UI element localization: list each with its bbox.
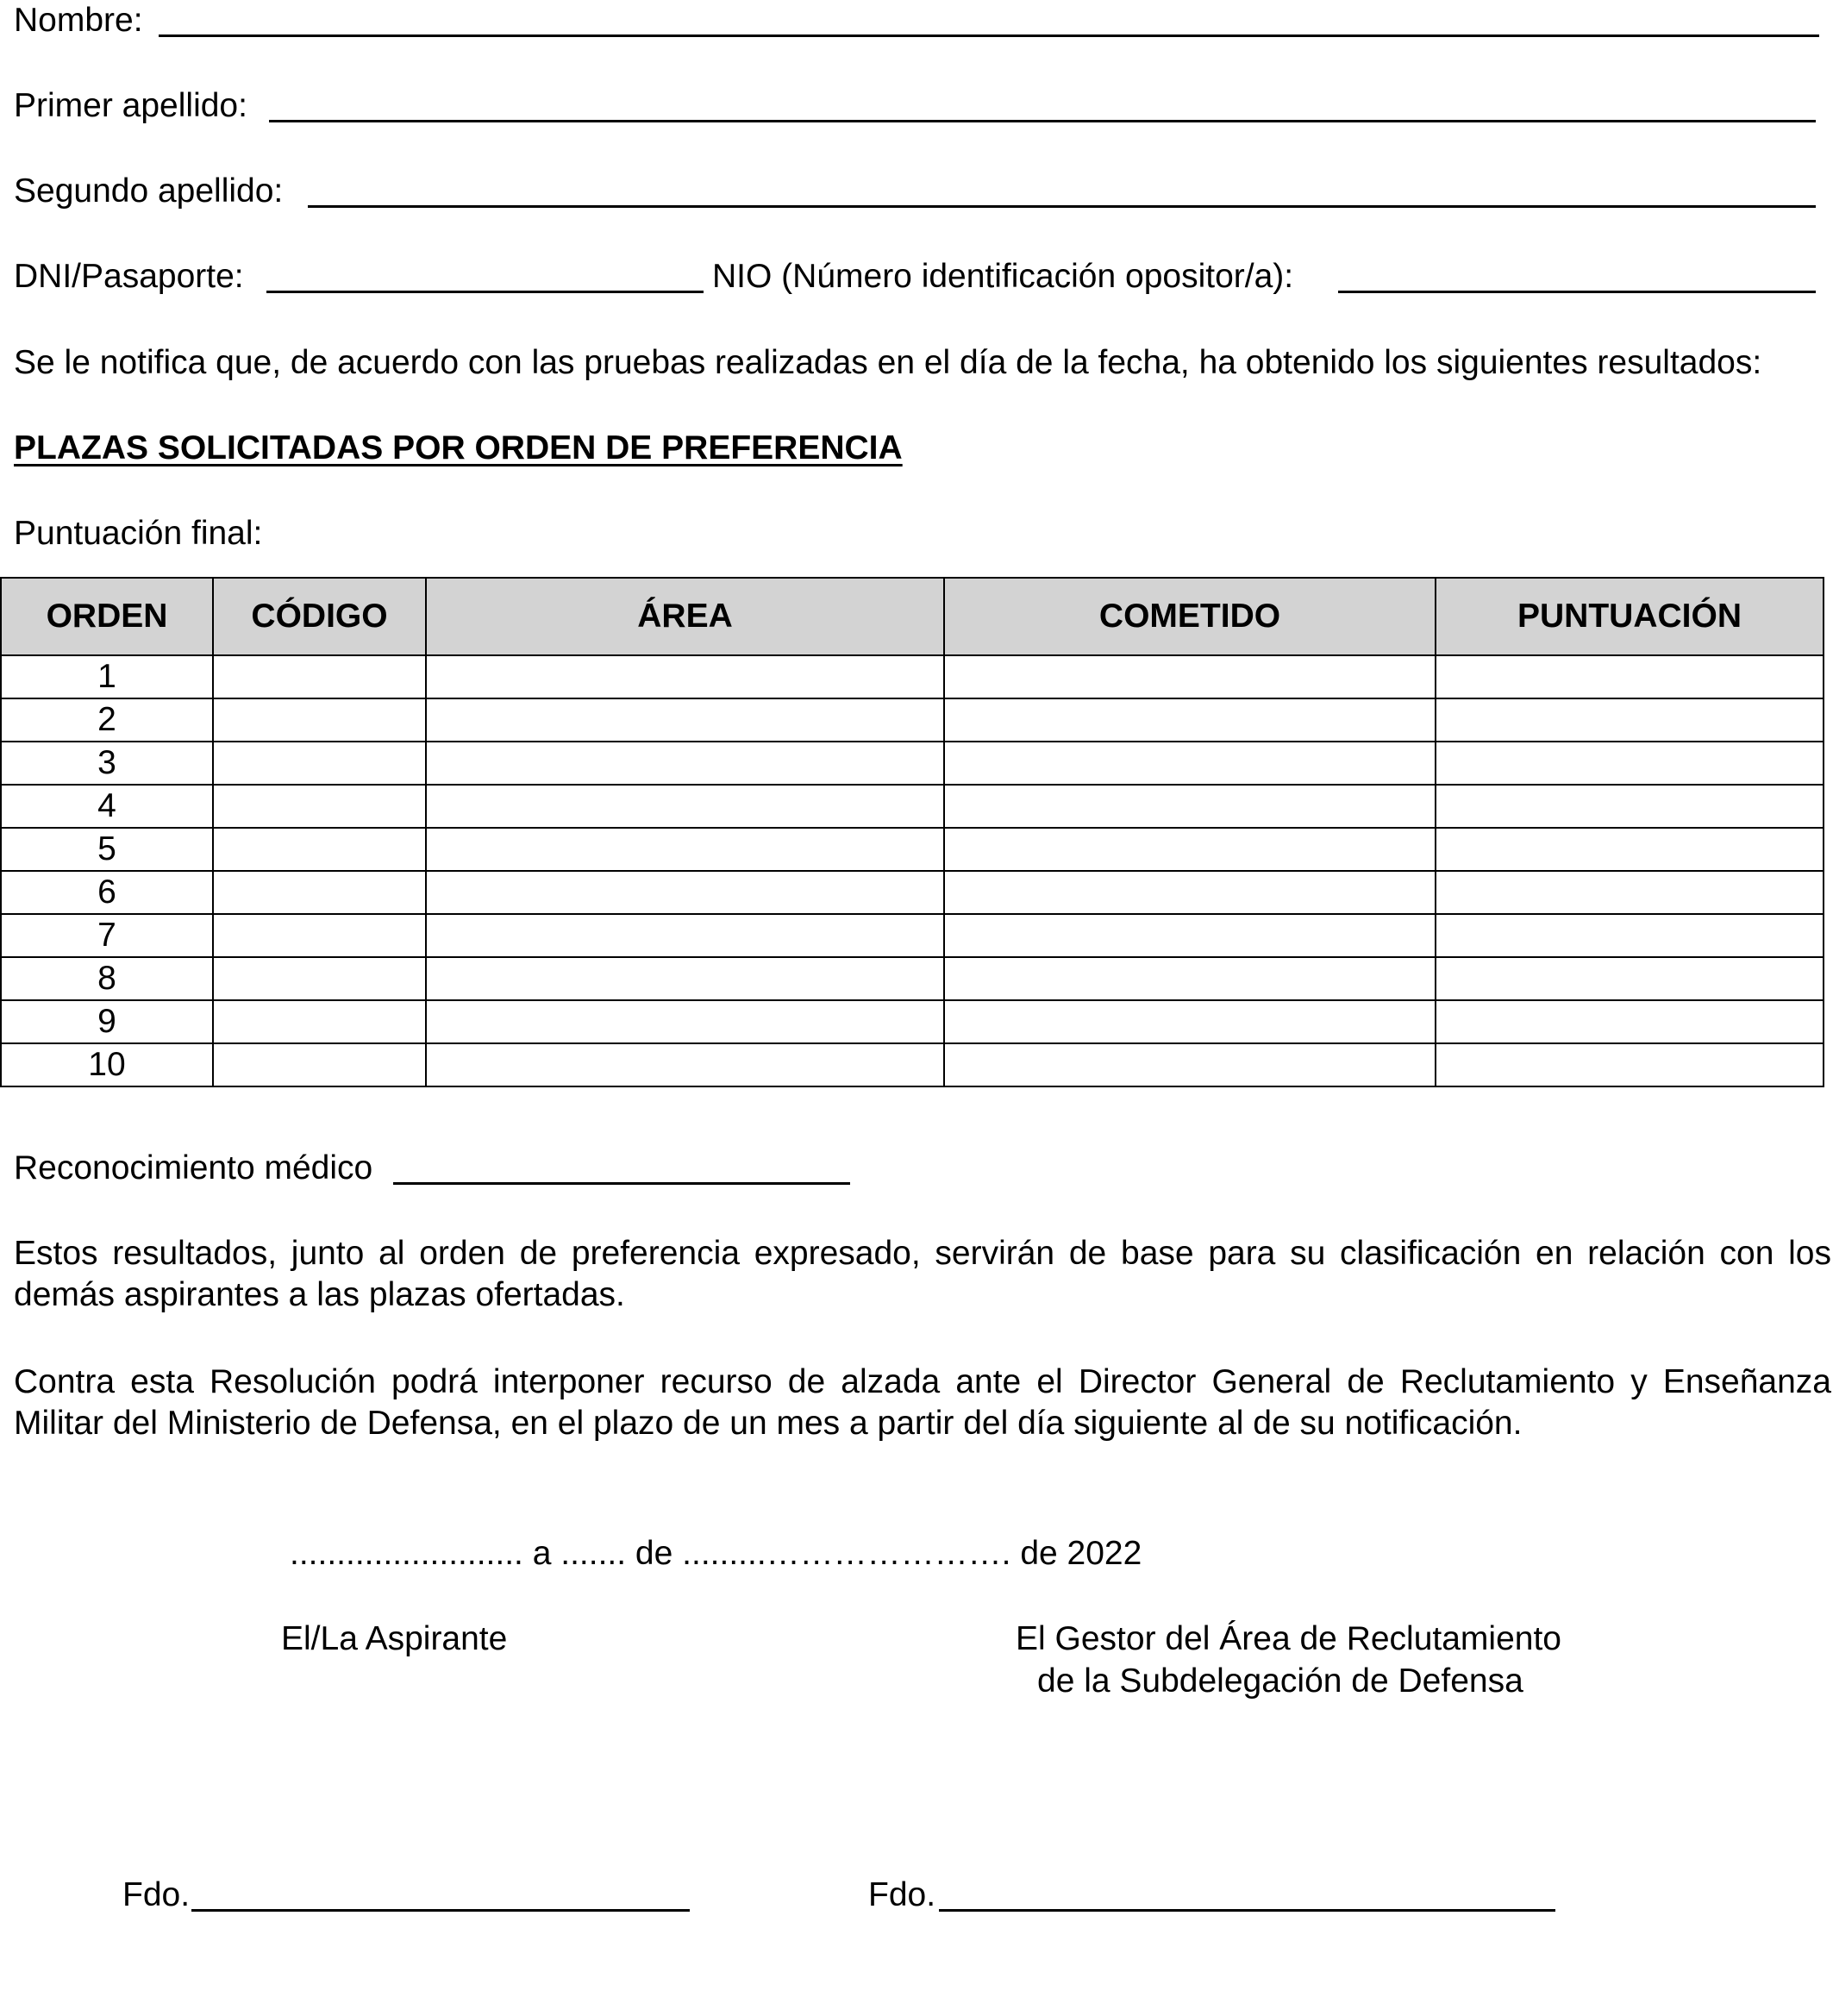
puntuacion-cell[interactable] bbox=[1436, 655, 1824, 698]
aspirant-signature-field[interactable] bbox=[191, 1909, 690, 1912]
header-codigo: CÓDIGO bbox=[213, 578, 426, 655]
nio-field[interactable] bbox=[1338, 291, 1816, 293]
cometido-cell[interactable] bbox=[944, 914, 1436, 957]
gestor-signature-field[interactable] bbox=[939, 1909, 1555, 1912]
fdo-label-right: Fdo. bbox=[868, 1876, 936, 1913]
area-cell[interactable] bbox=[426, 957, 944, 1000]
puntuacion-cell[interactable] bbox=[1436, 785, 1824, 828]
cometido-cell[interactable] bbox=[944, 785, 1436, 828]
puntuacion-cell[interactable] bbox=[1436, 828, 1824, 871]
area-cell[interactable] bbox=[426, 914, 944, 957]
table-row bbox=[1, 655, 1824, 698]
header-orden: ORDEN bbox=[1, 578, 213, 655]
orden-cell: 10 bbox=[1, 1043, 213, 1086]
dni-field[interactable] bbox=[266, 291, 704, 293]
nombre-field[interactable] bbox=[159, 34, 1819, 37]
section-heading: PLAZAS SOLICITADAS POR ORDEN DE PREFERENCIA bbox=[14, 429, 903, 466]
codigo-cell[interactable] bbox=[213, 698, 426, 742]
segundo-apellido-label: Segundo apellido: bbox=[14, 172, 284, 210]
date-line: ......................... a ....... de .........…………………. de 2022 bbox=[290, 1535, 1142, 1572]
codigo-cell[interactable] bbox=[213, 785, 426, 828]
puntuacion-cell[interactable] bbox=[1436, 698, 1824, 742]
puntuacion-cell[interactable] bbox=[1436, 957, 1824, 1000]
cometido-cell[interactable] bbox=[944, 742, 1436, 785]
segundo-apellido-field[interactable] bbox=[308, 205, 1816, 208]
orden-cell: 7 bbox=[1, 914, 213, 957]
cometido-cell[interactable] bbox=[944, 871, 1436, 914]
area-cell[interactable] bbox=[426, 698, 944, 742]
primer-apellido-field[interactable] bbox=[269, 120, 1816, 122]
area-cell[interactable] bbox=[426, 655, 944, 698]
codigo-cell[interactable] bbox=[213, 1000, 426, 1043]
preferences-table bbox=[0, 577, 1824, 1087]
header-area: ÁREA bbox=[426, 578, 944, 655]
codigo-cell[interactable] bbox=[213, 828, 426, 871]
orden-cell: 3 bbox=[1, 742, 213, 785]
puntuacion-cell[interactable] bbox=[1436, 1000, 1824, 1043]
cometido-cell[interactable] bbox=[944, 957, 1436, 1000]
notice-text: Se le notifica que, de acuerdo con las pruebas realizadas en el día de la fecha, ha obtenido los siguientes resultados: bbox=[14, 344, 1762, 381]
aspirant-title: El/La Aspirante bbox=[281, 1620, 508, 1657]
puntuacion-cell[interactable] bbox=[1436, 871, 1824, 914]
orden-cell: 8 bbox=[1, 957, 213, 1000]
puntuacion-cell[interactable] bbox=[1436, 742, 1824, 785]
table-row bbox=[1, 957, 1824, 1000]
appeal-paragraph: Contra esta Resolución podrá interponer recurso de alzada ante el Director General de Reclutamiento y Enseñanza Militar del Ministerio de Defensa, en el plazo de un mes a partir del día siguiente al de su notificación. bbox=[14, 1363, 1831, 1442]
table-header-row bbox=[1, 578, 1824, 655]
area-cell[interactable] bbox=[426, 828, 944, 871]
medical-label: Reconocimiento médico bbox=[14, 1149, 373, 1186]
area-cell[interactable] bbox=[426, 871, 944, 914]
nombre-label: Nombre: bbox=[14, 2, 143, 39]
orden-cell: 6 bbox=[1, 871, 213, 914]
fdo-label-left: Fdo. bbox=[122, 1876, 191, 1913]
gestor-title-line1: El Gestor del Área de Reclutamiento bbox=[1016, 1620, 1561, 1657]
cometido-cell[interactable] bbox=[944, 1043, 1436, 1086]
cometido-cell[interactable] bbox=[944, 1000, 1436, 1043]
orden-cell: 1 bbox=[1, 655, 213, 698]
results-paragraph: Estos resultados, junto al orden de preferencia expresado, servirán de base para su clasificación en relación con los demás aspirantes a las plazas ofertadas. bbox=[14, 1235, 1831, 1313]
table-row bbox=[1, 1043, 1824, 1086]
area-cell[interactable] bbox=[426, 785, 944, 828]
orden-cell: 5 bbox=[1, 828, 213, 871]
orden-cell: 4 bbox=[1, 785, 213, 828]
table-row bbox=[1, 828, 1824, 871]
codigo-cell[interactable] bbox=[213, 871, 426, 914]
orden-cell: 9 bbox=[1, 1000, 213, 1043]
table-row bbox=[1, 1000, 1824, 1043]
dni-label: DNI/Pasaporte: bbox=[14, 258, 244, 295]
area-cell[interactable] bbox=[426, 1000, 944, 1043]
codigo-cell[interactable] bbox=[213, 914, 426, 957]
table-row bbox=[1, 698, 1824, 742]
codigo-cell[interactable] bbox=[213, 957, 426, 1000]
area-cell[interactable] bbox=[426, 742, 944, 785]
table-row bbox=[1, 871, 1824, 914]
codigo-cell[interactable] bbox=[213, 742, 426, 785]
puntuacion-cell[interactable] bbox=[1436, 1043, 1824, 1086]
cometido-cell[interactable] bbox=[944, 828, 1436, 871]
table-row bbox=[1, 785, 1824, 828]
nio-label: NIO (Número identificación opositor/a): bbox=[712, 258, 1294, 295]
orden-cell: 2 bbox=[1, 698, 213, 742]
cometido-cell[interactable] bbox=[944, 655, 1436, 698]
header-cometido: COMETIDO bbox=[944, 578, 1436, 655]
medical-field[interactable] bbox=[393, 1182, 850, 1185]
codigo-cell[interactable] bbox=[213, 1043, 426, 1086]
table-row bbox=[1, 914, 1824, 957]
header-puntuacion: PUNTUACIÓN bbox=[1436, 578, 1824, 655]
area-cell[interactable] bbox=[426, 1043, 944, 1086]
table-row bbox=[1, 742, 1824, 785]
final-score-label: Puntuación final: bbox=[14, 515, 263, 552]
primer-apellido-label: Primer apellido: bbox=[14, 87, 247, 124]
gestor-title-line2: de la Subdelegación de Defensa bbox=[1037, 1662, 1523, 1700]
codigo-cell[interactable] bbox=[213, 655, 426, 698]
puntuacion-cell[interactable] bbox=[1436, 914, 1824, 957]
cometido-cell[interactable] bbox=[944, 698, 1436, 742]
